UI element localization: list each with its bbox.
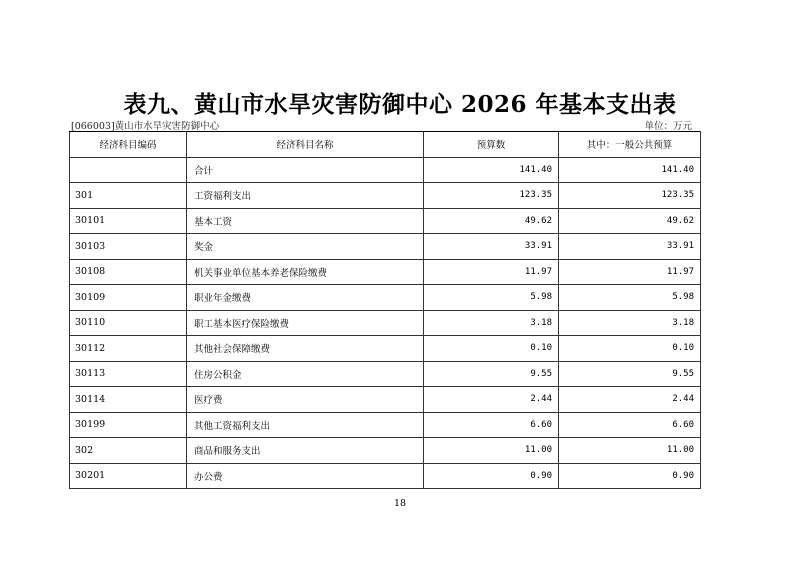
cell-economic-name: 职工基本医疗保险缴费 (187, 310, 424, 336)
cell-economic-code: 30110 (70, 310, 187, 336)
table-row (70, 208, 701, 234)
cell-budget-amount: 11.97 (424, 259, 559, 285)
table-row (70, 310, 701, 336)
cell-budget-amount: 33.91 (424, 234, 559, 260)
cell-economic-code: 301 (70, 183, 187, 209)
cell-general-budget-amount: 33.91 (559, 234, 701, 260)
cell-economic-name: 商品和服务支出 (187, 438, 424, 464)
table-row (70, 183, 701, 209)
cell-general-budget-amount: 2.44 (559, 387, 701, 413)
table-header-row (70, 132, 701, 158)
cell-economic-code (70, 157, 187, 183)
column-header-general-budget: 其中：一般公共预算 (559, 132, 701, 158)
cell-budget-amount: 0.90 (424, 463, 559, 489)
cell-budget-amount: 2.44 (424, 387, 559, 413)
cell-economic-code: 30108 (70, 259, 187, 285)
table-row (70, 259, 701, 285)
table-row (70, 157, 701, 183)
cell-general-budget-amount: 11.97 (559, 259, 701, 285)
cell-budget-amount: 3.18 (424, 310, 559, 336)
cell-budget-amount: 9.55 (424, 361, 559, 387)
cell-economic-name: 工资福利支出 (187, 183, 424, 209)
cell-economic-name: 机关事业单位基本养老保险缴费 (187, 259, 424, 285)
cell-budget-amount: 141.40 (424, 157, 559, 183)
cell-general-budget-amount: 9.55 (559, 361, 701, 387)
budget-table (69, 131, 701, 489)
cell-economic-code: 30114 (70, 387, 187, 413)
cell-economic-code: 30113 (70, 361, 187, 387)
cell-general-budget-amount: 6.60 (559, 412, 701, 438)
column-header-budget: 预算数 (424, 132, 559, 158)
cell-budget-amount: 49.62 (424, 208, 559, 234)
table-row (70, 234, 701, 260)
cell-economic-name: 奖金 (187, 234, 424, 260)
cell-economic-code: 30199 (70, 412, 187, 438)
cell-economic-name: 办公费 (187, 463, 424, 489)
cell-economic-name: 基本工资 (187, 208, 424, 234)
cell-economic-name: 合计 (187, 157, 424, 183)
table-row (70, 285, 701, 311)
column-header-name: 经济科目名称 (187, 132, 424, 158)
table-row (70, 361, 701, 387)
cell-economic-code: 30201 (70, 463, 187, 489)
page-title: 表九、黄山市水旱灾害防御中心 2026 年基本支出表 (123, 91, 677, 118)
cell-budget-amount: 5.98 (424, 285, 559, 311)
table-row (70, 336, 701, 362)
cell-economic-code: 302 (70, 438, 187, 464)
cell-general-budget-amount: 11.00 (559, 438, 701, 464)
cell-economic-name: 住房公积金 (187, 361, 424, 387)
cell-general-budget-amount: 0.10 (559, 336, 701, 362)
cell-economic-code: 30109 (70, 285, 187, 311)
cell-economic-name: 其他工资福利支出 (187, 412, 424, 438)
page-number: 18 (393, 498, 407, 509)
cell-budget-amount: 0.10 (424, 336, 559, 362)
cell-general-budget-amount: 141.40 (559, 157, 701, 183)
table-row (70, 387, 701, 413)
cell-general-budget-amount: 0.90 (559, 463, 701, 489)
cell-economic-code: 30103 (70, 234, 187, 260)
table-row (70, 438, 701, 464)
cell-budget-amount: 123.35 (424, 183, 559, 209)
cell-general-budget-amount: 3.18 (559, 310, 701, 336)
table-row (70, 463, 701, 489)
cell-budget-amount: 11.00 (424, 438, 559, 464)
cell-economic-name: 医疗费 (187, 387, 424, 413)
table-body (70, 157, 701, 489)
cell-economic-code: 30101 (70, 208, 187, 234)
cell-general-budget-amount: 5.98 (559, 285, 701, 311)
cell-budget-amount: 6.60 (424, 412, 559, 438)
cell-economic-name: 职业年金缴费 (187, 285, 424, 311)
cell-economic-code: 30112 (70, 336, 187, 362)
cell-general-budget-amount: 49.62 (559, 208, 701, 234)
unit-code-label: [066003]黄山市水旱灾害防御中心 (71, 121, 220, 132)
table-row (70, 412, 701, 438)
unit-of-measure-label: 单位：万元 (644, 121, 692, 132)
column-header-code: 经济科目编码 (70, 132, 187, 158)
cell-general-budget-amount: 123.35 (559, 183, 701, 209)
cell-economic-name: 其他社会保障缴费 (187, 336, 424, 362)
